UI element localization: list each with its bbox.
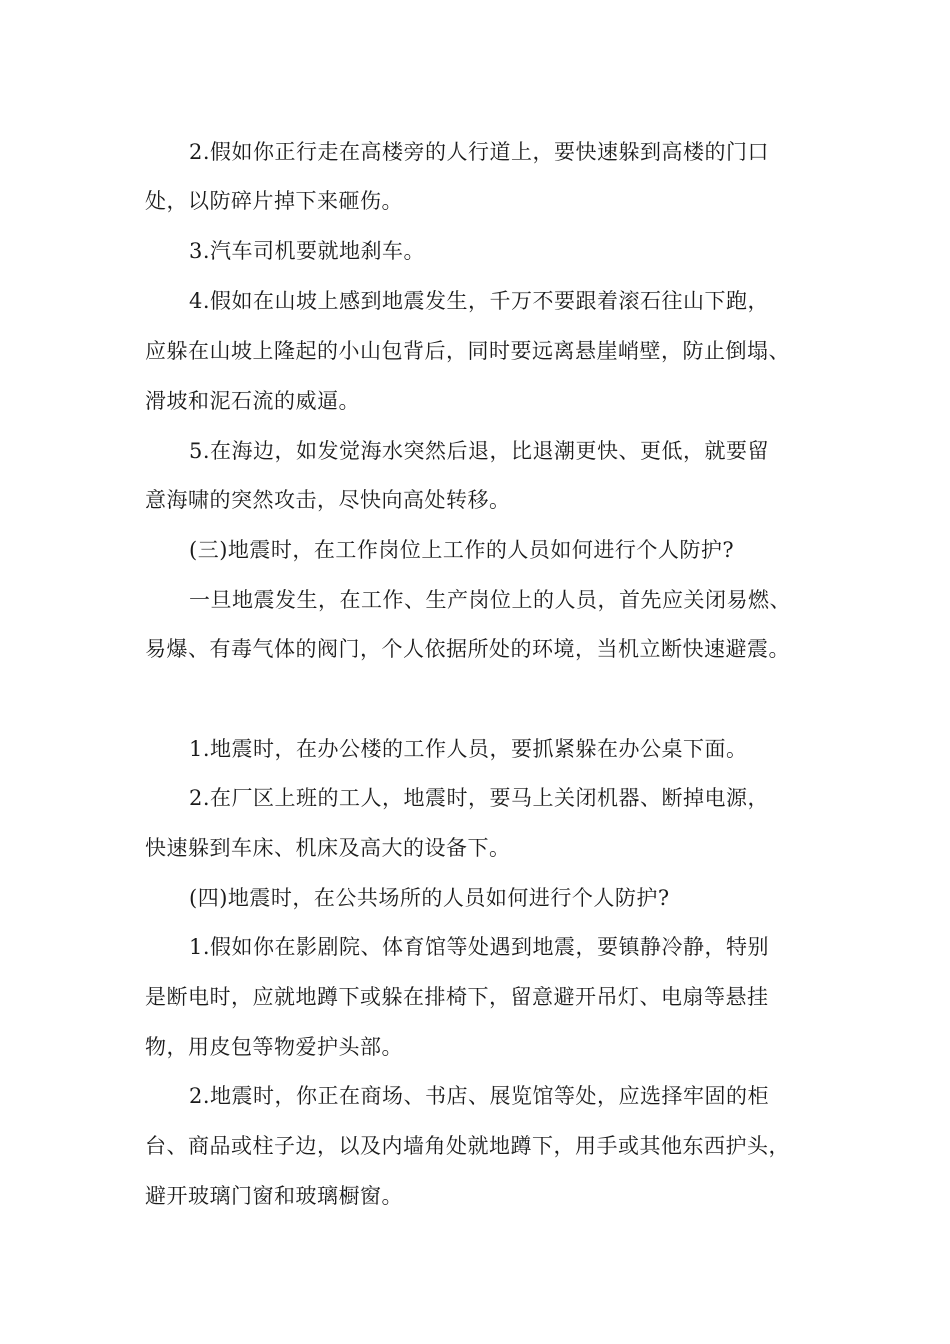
section-heading: (三)地震时，在工作岗位上工作的人员如何进行个人防护? <box>189 538 735 562</box>
paragraph-line: 2.地震时，你正在商场、书店、展览馆等处，应选择牢固的柜 <box>189 1084 770 1108</box>
paragraph-line: 一旦地震发生，在工作、生产岗位上的人员，首先应关闭易燃、 <box>189 588 791 612</box>
paragraph-line: 滑坡和泥石流的威逼。 <box>145 389 360 413</box>
paragraph-line: 避开玻璃门窗和玻璃橱窗。 <box>145 1184 403 1208</box>
paragraph-line: 处，以防碎片掉下来砸伤。 <box>145 189 403 213</box>
paragraph-line: 1.地震时，在办公楼的工作人员，要抓紧躲在办公桌下面。 <box>189 737 748 761</box>
paragraph-line: 2.假如你正行走在高楼旁的人行道上，要快速躲到高楼的门口 <box>189 140 770 164</box>
paragraph-line: 意海啸的突然攻击，尽快向高处转移。 <box>145 488 511 512</box>
paragraph-line: 快速躲到车床、机床及高大的设备下。 <box>145 836 511 860</box>
paragraph-line: 4.假如在山坡上感到地震发生，千万不要跟着滚石往山下跑， <box>189 289 770 313</box>
paragraph-line: 5.在海边，如发觉海水突然后退，比退潮更快、更低，就要留 <box>189 439 770 463</box>
paragraph-line: 1.假如你在影剧院、体育馆等处遇到地震，要镇静冷静，特别 <box>189 935 770 959</box>
paragraph-line: 台、商品或柱子边，以及内墙角处就地蹲下，用手或其他东西护头， <box>145 1134 790 1158</box>
paragraph-line: 应躲在山坡上隆起的小山包背后，同时要远离悬崖峭壁，防止倒塌、 <box>145 339 790 363</box>
section-heading: (四)地震时，在公共场所的人员如何进行个人防护? <box>189 886 670 910</box>
paragraph-line: 易爆、有毒气体的阀门，个人依据所处的环境，当机立断快速避震。 <box>145 637 790 661</box>
paragraph-line: 3.汽车司机要就地刹车。 <box>189 239 426 263</box>
paragraph-line: 物，用皮包等物爱护头部。 <box>145 1035 403 1059</box>
paragraph-line: 是断电时，应就地蹲下或躲在排椅下，留意避开吊灯、电扇等悬挂 <box>145 985 769 1009</box>
paragraph-line: 2.在厂区上班的工人，地震时，要马上关闭机器、断掉电源， <box>189 786 770 810</box>
